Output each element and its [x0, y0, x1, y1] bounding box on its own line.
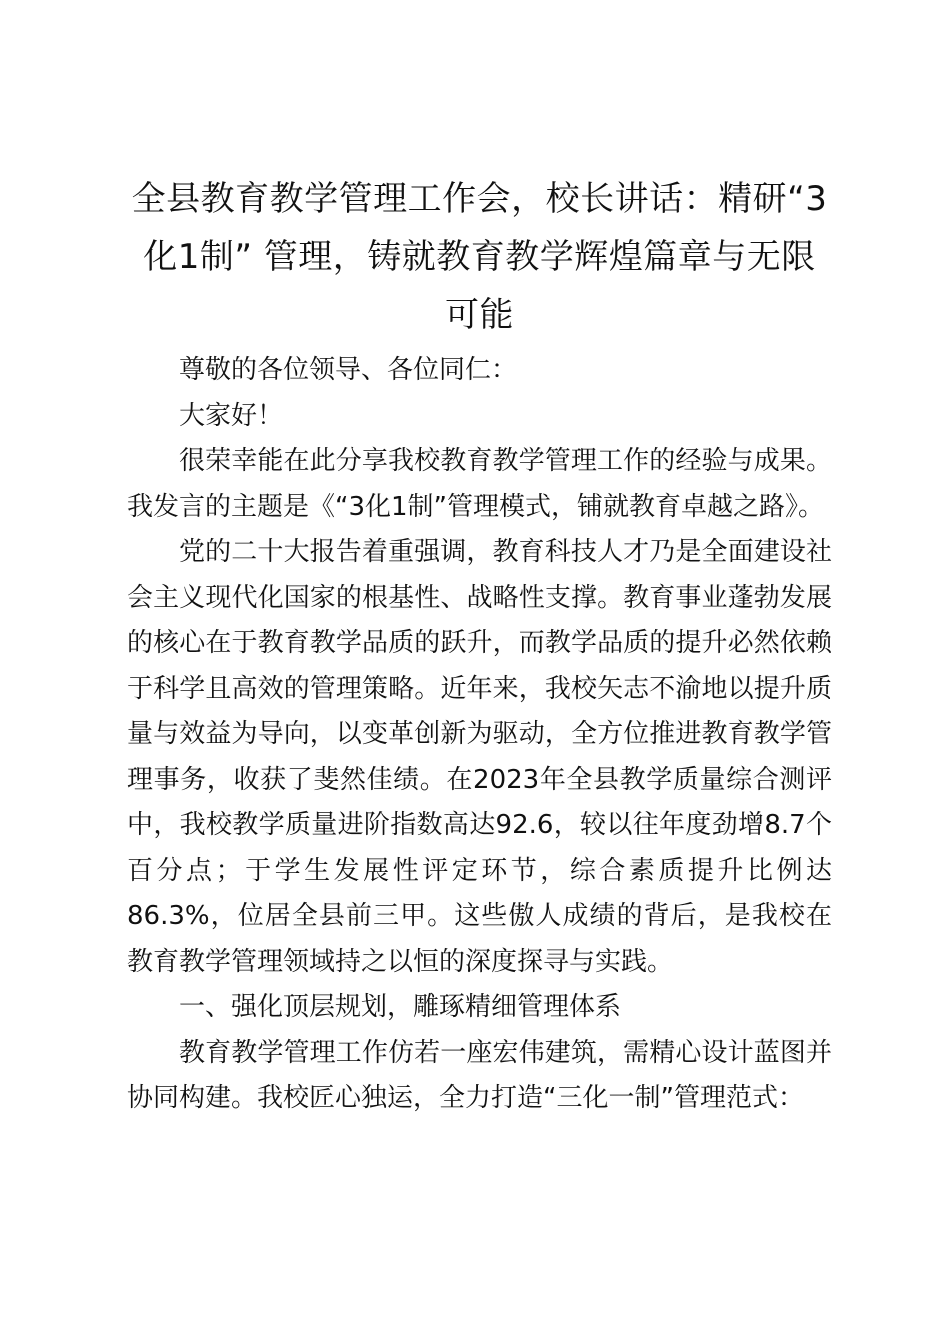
- document-title: 全县教育教学管理工作会，校长讲话：精研“3化1制” 管理，铸就教育教学辉煌篇章与无限可能: [131, 179, 828, 335]
- document-page: [127, 170, 832, 1122]
- body-paragraph: 教育教学管理工作仿若一座宏伟建筑，需精心设计蓝图并协同构建。我校匠心独运，全力打造“三化一制”管理范式：: [127, 1037, 832, 1113]
- body-paragraph: 很荣幸能在此分享我校教育教学管理工作的经验与成果。我发言的主题是《“3化1制”管理模式，铺就教育卓越之路》。: [127, 446, 832, 522]
- salutation: 尊敬的各位领导、各位同仁：: [179, 355, 518, 385]
- greeting: 大家好！: [179, 400, 284, 431]
- body-paragraph: 党的二十大报告着重强调，教育科技人才乃是全面建设社会主义现代化国家的根基性、战略性支撑。教育事业蓬勃发展的核心在于教育教学品质的跃升，而教学品质的提升必然依赖于科学且高效的管理策略。近年来，我校矢志不渝地以提升质量与效益为导向，以变革创新为驱动，全方位推进教育教学管理事务，收获了斐然佳绩。在2023年全县教学质量综合测评中，我校教学质量进阶指数高达92.6，较以往年度劲增8.7个百分点；于学生发展性评定环节，综合素质提升比例达86.3%，位居全县前三甲。这些傲人成绩的背后，是我校在教育教学管理领域持之以恒的深度探寻与实践。: [127, 537, 832, 977]
- section-heading: 一、强化顶层规划，雕琢精细管理体系: [179, 992, 622, 1022]
